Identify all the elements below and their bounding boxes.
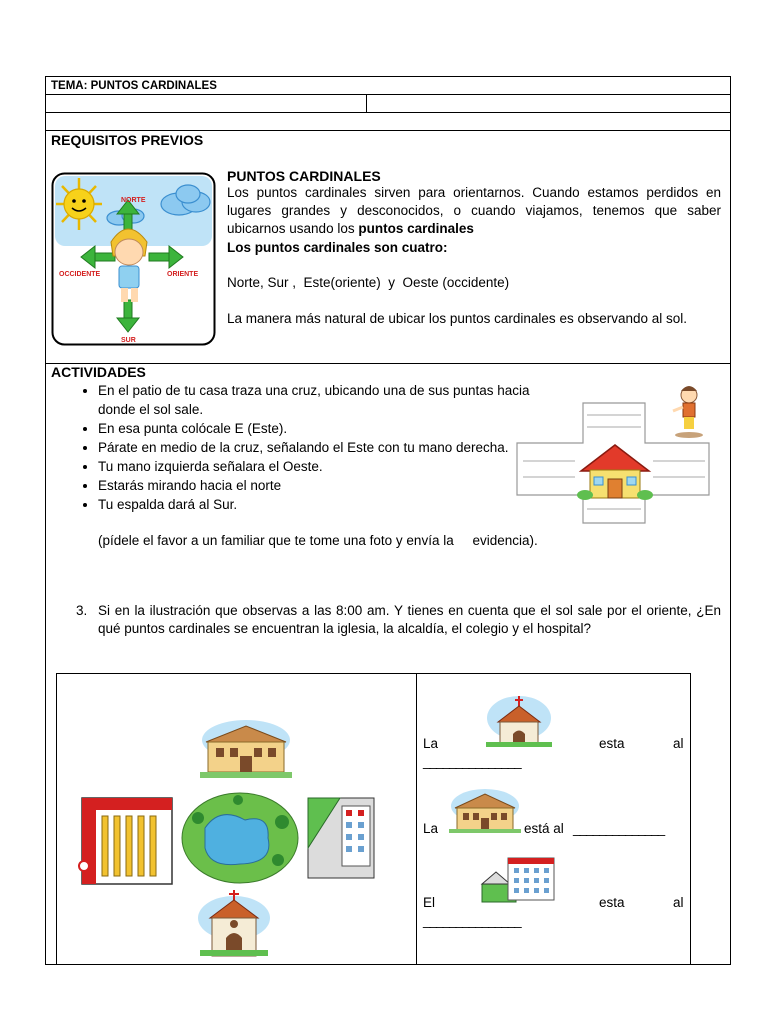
table-border-bottom [45, 964, 731, 965]
actividades-heading: ACTIVIDADES [51, 364, 146, 380]
requisitos-heading: REQUISITOS PREVIOS [51, 132, 204, 148]
cuatro-puntos-line: Los puntos cardinales son cuatro: [227, 240, 448, 255]
question-number: 3. [76, 603, 88, 618]
school-thumbnail [480, 854, 558, 906]
intro-paragraph [227, 184, 721, 238]
town-map-illustration [70, 718, 410, 962]
school-icon [308, 798, 374, 878]
intro-text: Los puntos cardinales sirven para orientarnos. Cuando estamos perdidos en lugares grandes y desconocidos, o cuando viajamos, tenemos que saber ubicarnos usando los [227, 185, 721, 236]
church-thumbnail [484, 692, 554, 748]
answer-blank-1[interactable]: _______________ [423, 754, 521, 769]
puntos-cardinales-title: PUNTOS CARDINALES [227, 168, 381, 184]
answer-row3-end: al [673, 895, 684, 910]
compass-label-east: ORIENTE [167, 271, 199, 278]
intro-bold-text: puntos cardinales [358, 221, 474, 236]
list-item: • Párate en medio de la cruz, señalando el Este con tu mano derecha. [98, 438, 534, 457]
lista-puntos: Norte, Sur , Este(oriente) y Oeste (occidente) [227, 275, 510, 290]
list-item: • En el patio de tu casa traza una cruz, ubicando una de sus puntas hacia donde el sol sale. [98, 381, 534, 419]
question-text: Si en la ilustración que observas a las 8:00 am. Y tienes en cuenta que el sol sale por el oriente, ¿En qué puntos cardinales se encuentran la iglesia, la alcaldía, el colegio y el hospital? [98, 603, 721, 636]
compass-label-north: NORTE [121, 197, 146, 204]
town-hall-icon [200, 720, 292, 778]
answer-row1-end: al [673, 736, 684, 751]
compass-label-south: SUR [121, 337, 136, 344]
sun-icon [56, 178, 102, 230]
evidence-note: (pídele el favor a un familiar que te tome una foto y envía la evidencia). [98, 533, 538, 548]
answer-row1-start: La [423, 736, 439, 751]
answer-blank-2[interactable]: ______________ [573, 821, 665, 836]
table-border-left [45, 76, 46, 965]
list-item: • Tu mano izquierda señalara el Oeste. [98, 457, 534, 476]
townhall-thumbnail [449, 788, 521, 834]
answer-row3-mid: esta [599, 895, 625, 910]
park-lake-icon [182, 793, 298, 883]
sol-paragraph: La manera más natural de ubicar los puntos cardinales es observando al sol. [227, 311, 688, 326]
table-border-right [730, 76, 731, 965]
answer-row3-start: El [423, 895, 436, 910]
map-table-border-right [690, 673, 691, 964]
activities-list [76, 381, 534, 514]
list-item: • En esa punta colócale E (Este). [98, 419, 534, 438]
compass-illustration [51, 172, 216, 346]
row-divider [45, 112, 731, 113]
row-divider [45, 363, 731, 364]
list-item: • Tu espalda dará al Sur. [98, 495, 534, 514]
answer-blank-3[interactable]: _______________ [423, 913, 521, 928]
cell-divider [366, 94, 367, 112]
answer-row1-mid: esta [599, 736, 625, 751]
hospital-icon [79, 798, 172, 884]
answer-row2-start: La [423, 821, 439, 836]
map-table-border-top [56, 673, 691, 674]
boy-pointing-icon [673, 386, 703, 438]
map-table-divider [416, 673, 417, 964]
church-icon [198, 890, 270, 956]
compass-label-west: OCCIDENTE [59, 271, 101, 278]
answer-row2-mid: está al [524, 821, 564, 836]
tema-title: TEMA: PUNTOS CARDINALES [51, 80, 217, 92]
map-table-border-left [56, 673, 57, 964]
list-item: • Estarás mirando hacia el norte [98, 476, 534, 495]
cross-house-illustration [515, 385, 711, 525]
